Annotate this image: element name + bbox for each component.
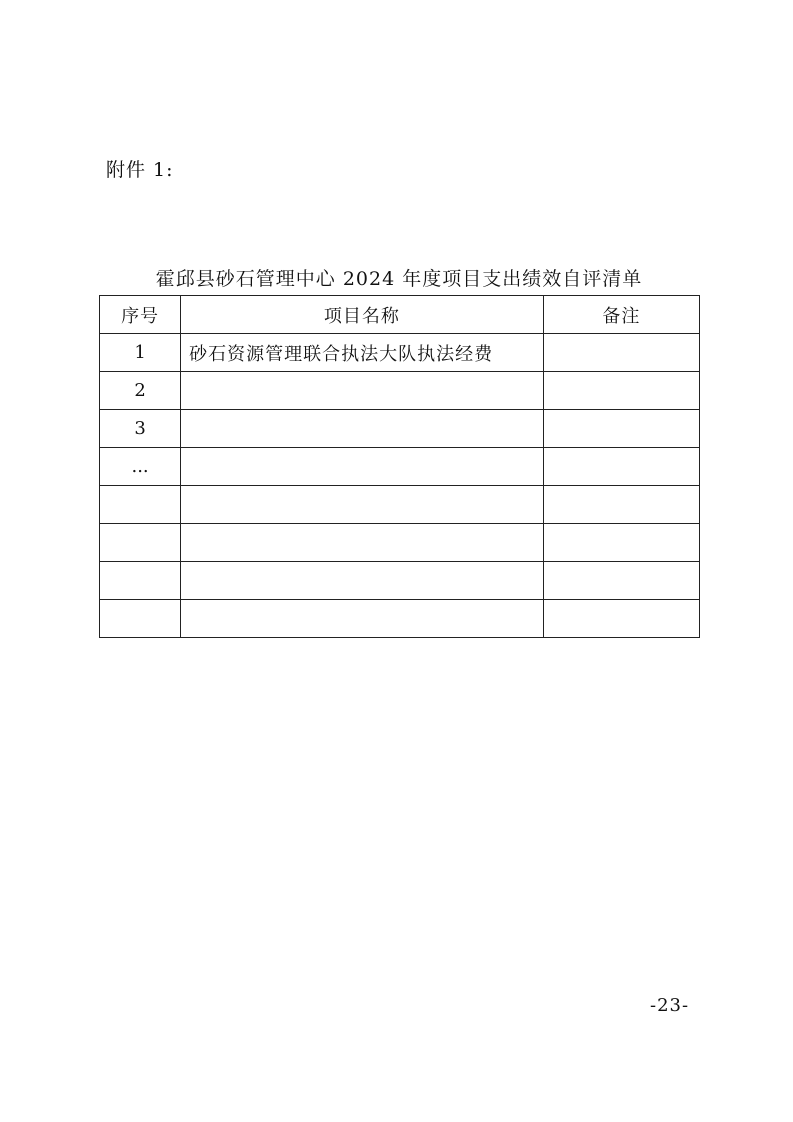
- project-list-table: [99, 295, 700, 638]
- table-title: 霍邱县砂石管理中心 2024 年度项目支出绩效自评清单: [155, 268, 643, 290]
- cell-remarks: [543, 448, 699, 486]
- header-remarks: 备注: [543, 296, 699, 334]
- cell-project-name: [181, 372, 544, 410]
- table-row: [100, 562, 700, 600]
- cell-project-name: [181, 524, 544, 562]
- table-row: [100, 600, 700, 638]
- cell-remarks: [543, 372, 699, 410]
- cell-serial-number: ...: [100, 448, 181, 486]
- page-number: -23-: [650, 995, 690, 1016]
- cell-remarks: [543, 486, 699, 524]
- cell-project-name: 砂石资源管理联合执法大队执法经费: [181, 334, 544, 372]
- cell-project-name: [181, 600, 544, 638]
- header-serial-number: 序号: [100, 296, 181, 334]
- cell-project-name: [181, 562, 544, 600]
- cell-remarks: [543, 334, 699, 372]
- table-row: [100, 486, 700, 524]
- cell-project-name: [181, 410, 544, 448]
- cell-serial-number: 1: [100, 334, 181, 372]
- attachment-label: 附件 1:: [106, 159, 174, 181]
- table-row: [100, 448, 700, 486]
- cell-serial-number: 3: [100, 410, 181, 448]
- cell-project-name: [181, 486, 544, 524]
- cell-serial-number: [100, 562, 181, 600]
- cell-remarks: [543, 600, 699, 638]
- cell-serial-number: [100, 524, 181, 562]
- cell-remarks: [543, 562, 699, 600]
- table-row: [100, 410, 700, 448]
- cell-project-name: [181, 448, 544, 486]
- cell-serial-number: [100, 486, 181, 524]
- table-row: [100, 524, 700, 562]
- cell-serial-number: 2: [100, 372, 181, 410]
- table-row: [100, 372, 700, 410]
- header-project-name: 项目名称: [181, 296, 544, 334]
- cell-remarks: [543, 524, 699, 562]
- cell-remarks: [543, 410, 699, 448]
- table-header-row: [100, 296, 700, 334]
- table-row: [100, 334, 700, 372]
- cell-serial-number: [100, 600, 181, 638]
